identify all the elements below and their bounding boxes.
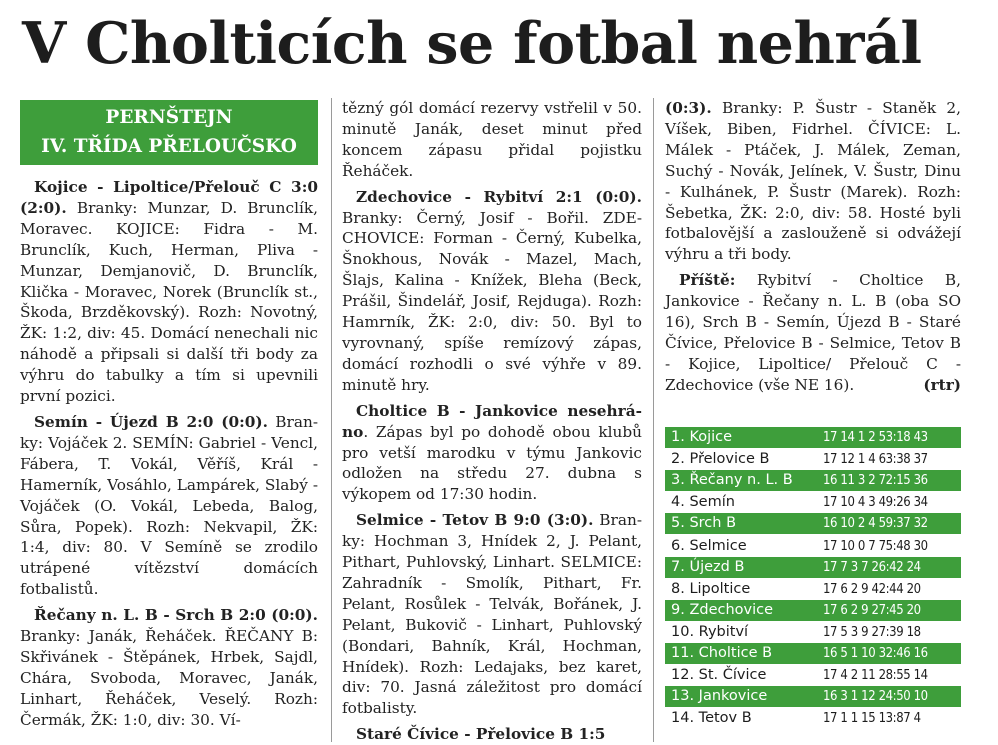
- section-header-box: [20, 100, 318, 165]
- team-cell: [665, 535, 821, 557]
- stats-cell: [821, 470, 961, 492]
- table-row: [665, 600, 961, 622]
- match-text: Branky: Černý, Josif - Bořil. ZDECHOVICE: Forman - Černý, Kubelka, Šnokhous, Novák - Mazel, Mach, Šlajs, Kalina - Knížek, Bleha (Beck, Prášil, Šindelář, Josif, Rejduga). Rozh: Hamrník, ŽK: 2:0, div: 50. Byl to vyrovnaný, spíše remízový zápas, domácí rozhodli o své výhře v 89. minutě hry.: [342, 208, 642, 394]
- rank: 3.: [671, 472, 690, 489]
- next-round-label: Příště:: [679, 271, 736, 290]
- points: 10: [913, 689, 928, 705]
- team-name: Tetov B: [698, 710, 752, 727]
- team-name: Semín: [689, 494, 735, 511]
- losses: 7: [868, 538, 876, 554]
- draws: 2: [850, 602, 858, 618]
- article-column-2: [342, 98, 642, 745]
- column-divider: [653, 98, 654, 742]
- table-row: [665, 665, 961, 687]
- rank: 10.: [671, 623, 699, 640]
- score: 42:44: [871, 581, 904, 597]
- article-column-3: [665, 98, 961, 396]
- draws: 4: [857, 495, 865, 511]
- table-row: [665, 513, 961, 535]
- score: 72:15: [878, 473, 911, 489]
- games-played: 17: [823, 668, 838, 684]
- match-text: Branky: Voјáček 2. SEMÍN: Gabriel - Vencl, Fábera, T. Vokál, Věříš, Král - Hamerník, Vosáhlo, Lampárek, Slabý - Vojáček (O. Vokál, Lebeda, Balog, Sůra, Popek). Rozh: Nekvapil, ŽK: 1:4, div: 80. V Semíně se zrodilo utrápené vítězství domácích fotbalistů.: [20, 412, 318, 599]
- wins: 4: [840, 668, 848, 684]
- match-text: tězný gól domácí rezervy vstřelil v 50. minutě Janák, deset minut před koncem zápasu přidal pojistku Řeháček.: [342, 99, 642, 180]
- stats-cell: [821, 557, 961, 579]
- games-played: 16: [823, 473, 838, 489]
- wins: 6: [840, 581, 848, 597]
- wins: 14: [840, 430, 855, 446]
- wins: 5: [840, 624, 848, 640]
- table-row: [665, 557, 961, 579]
- team-name: Přelovice B: [689, 451, 770, 468]
- table-row: [665, 470, 961, 492]
- losses: 4: [868, 452, 876, 468]
- stats-cell: [821, 513, 961, 535]
- table-row: [665, 643, 961, 665]
- wins: 6: [840, 602, 848, 618]
- score: 32:46: [878, 645, 911, 661]
- team-cell: [665, 600, 821, 622]
- score: 49:26: [878, 495, 911, 511]
- team-name: St. Čívice: [698, 667, 767, 684]
- team-cell: [665, 492, 821, 514]
- team-name: Kojice: [689, 429, 733, 446]
- stats-cell: [821, 686, 961, 708]
- table-row: [665, 427, 961, 449]
- match-report: [342, 187, 642, 396]
- league-table: [665, 427, 961, 729]
- draws: 3: [857, 473, 865, 489]
- team-cell: [665, 513, 821, 535]
- match-report-continued: [665, 98, 961, 265]
- losses: 10: [861, 645, 876, 661]
- team-cell: [665, 621, 821, 643]
- team-name: Rybitví: [698, 623, 749, 640]
- match-report: [20, 412, 318, 600]
- table-row: [665, 708, 961, 730]
- stats-cell: [821, 449, 961, 471]
- wins: 5: [840, 645, 848, 661]
- stats-cell: [821, 600, 961, 622]
- wins: 3: [840, 689, 848, 705]
- match-report: [20, 177, 318, 407]
- games-played: 17: [823, 711, 838, 727]
- score: 27:39: [871, 624, 904, 640]
- points: 4: [913, 711, 921, 727]
- team-name: Zdechovice: [689, 601, 774, 618]
- points: 34: [913, 495, 928, 511]
- games-played: 16: [823, 689, 838, 705]
- games-played: 17: [823, 602, 838, 618]
- games-played: 16: [823, 516, 838, 532]
- draws: 3: [850, 559, 858, 575]
- match-result: Zdechovice - Rybitví 2:1 (0:0).: [356, 187, 642, 206]
- rank: 4.: [671, 494, 690, 511]
- score: 75:48: [878, 538, 911, 554]
- team-name: Srch B: [689, 515, 737, 532]
- match-report: [20, 605, 318, 730]
- losses: 2: [868, 430, 876, 446]
- points: 20: [906, 602, 921, 618]
- games-played: 17: [823, 538, 838, 554]
- score: 27:45: [871, 602, 904, 618]
- wins: 7: [840, 559, 848, 575]
- losses: 15: [861, 711, 876, 727]
- points: 24: [906, 559, 921, 575]
- points: 37: [913, 452, 928, 468]
- match-report: [342, 401, 642, 506]
- team-name: Újezd B: [689, 558, 745, 575]
- draws: 1: [850, 645, 858, 661]
- table-row: [665, 621, 961, 643]
- losses: 3: [868, 495, 876, 511]
- score: 28:55: [878, 668, 911, 684]
- stats-cell: [821, 492, 961, 514]
- games-played: 17: [823, 559, 838, 575]
- points: 18: [906, 624, 921, 640]
- match-result: Choltice B - Jankovice nesehráno: [342, 401, 642, 441]
- score: 63:38: [878, 452, 911, 468]
- points: 14: [913, 668, 928, 684]
- games-played: 16: [823, 645, 838, 661]
- losses: 11: [861, 668, 876, 684]
- draws: 2: [850, 581, 858, 597]
- match-text: Branky: Munzar, D. Brunclík, Moravec. KOJICE: Fidra - M. Brunclík, Kuch, Herman, Pliva - Munzar, Demjanovič, D. Brunclík, Klička - Moravec, Norek (Brunclík st., Škoda, Brzděkovský). Rozh: Novotný, ŽK: 1:2, div: 45. Domácí nenechali nic náhodě a připsali si další tři body za výhru do tabulky a tím si upevnili první pozici.: [20, 198, 318, 406]
- stats-cell: [821, 665, 961, 687]
- table-row: [665, 535, 961, 557]
- rank: 2.: [671, 451, 690, 468]
- rank: 8.: [671, 580, 690, 597]
- score: 24:50: [878, 689, 911, 705]
- rank: 5.: [671, 515, 690, 532]
- table-row: [665, 578, 961, 600]
- team-cell: [665, 643, 821, 665]
- team-cell: [665, 686, 821, 708]
- rank: 11.: [671, 644, 699, 661]
- rank: 9.: [671, 601, 690, 618]
- score: 53:18: [878, 430, 911, 446]
- team-cell: [665, 449, 821, 471]
- team-name: Jankovice: [698, 688, 768, 705]
- match-text: . Zápas byl po dohodě obou klubů pro vetší marodku v týmu Jankovic odložen na středu 27. dubna s výkopem od 17:30 hodin.: [342, 422, 642, 504]
- headline: V Cholticích se fotbal nehrál: [22, 10, 922, 77]
- team-name: Lipoltice: [689, 580, 751, 597]
- rank: 14.: [671, 710, 699, 727]
- section-subtitle: IV. TŘÍDA PŘELOUČSKO: [41, 136, 297, 157]
- losses: 9: [861, 624, 869, 640]
- losses: 12: [861, 689, 876, 705]
- points: 43: [913, 430, 928, 446]
- draws: 0: [857, 538, 865, 554]
- points: 32: [913, 516, 928, 532]
- team-cell: [665, 665, 821, 687]
- games-played: 17: [823, 495, 838, 511]
- stats-cell: [821, 427, 961, 449]
- points: 20: [906, 581, 921, 597]
- author-signature: (rtr): [923, 375, 961, 394]
- team-cell: [665, 578, 821, 600]
- next-round: [665, 270, 961, 395]
- column-divider: [331, 98, 332, 742]
- team-cell: [665, 557, 821, 579]
- stats-cell: [821, 535, 961, 557]
- wins: 11: [840, 473, 855, 489]
- rank: 7.: [671, 558, 690, 575]
- games-played: 17: [823, 581, 838, 597]
- stats-cell: [821, 578, 961, 600]
- match-text: Branky: Janák, Řeháček. ŘEČANY B: Skřivánek - Štěpánek, Hrbek, Sajdl, Chára, Svoboda, Moravec, Janák, Linhart, Řeháček, Veselý. Rozh: Čermák, ŽK: 1:0, div: 30. Ví-: [20, 627, 318, 729]
- games-played: 17: [823, 430, 838, 446]
- draws: 2: [857, 516, 865, 532]
- draws: 1: [857, 452, 865, 468]
- draws: 1: [850, 689, 858, 705]
- draws: 1: [850, 711, 858, 727]
- article-column-1: [20, 100, 318, 731]
- next-round-text: Rybitví - Choltice B, Jankovice - Řečany n. L. B (oba SO 16), Srch B - Semín, Újezd B - Staré Čívice, Přelovice B - Selmice, Tetov B - Kojice, Lipoltice/ Přelouč C - Zdechovice (vše NE 16).: [665, 271, 961, 394]
- table-row: [665, 492, 961, 514]
- score: 59:37: [878, 516, 911, 532]
- draws: 2: [850, 668, 858, 684]
- match-result: Kojice - Lipoltice/Přelouč C 3:0 (2:0).: [20, 178, 318, 217]
- section-title: PERNŠTEJN: [105, 107, 233, 128]
- match-result: Staré Čívice - Přelovice B 1:5: [356, 725, 606, 744]
- wins: 12: [840, 452, 855, 468]
- stats-cell: [821, 643, 961, 665]
- wins: 1: [840, 711, 848, 727]
- games-played: 17: [823, 452, 838, 468]
- losses: 7: [861, 559, 869, 575]
- wins: 10: [840, 538, 855, 554]
- match-report-continued: [342, 98, 642, 182]
- match-result: Řečany n. L. B - Srch B 2:0 (0:0).: [34, 606, 318, 625]
- wins: 10: [840, 495, 855, 511]
- match-result: Semín - Újezd B 2:0 (0:0).: [34, 412, 268, 431]
- score: 26:42: [871, 559, 904, 575]
- match-result: Selmice - Tetov B 9:0 (3:0).: [356, 511, 594, 530]
- score: 13:87: [878, 711, 911, 727]
- table-row: [665, 686, 961, 708]
- losses: 2: [868, 473, 876, 489]
- points: 30: [913, 538, 928, 554]
- team-name: Selmice: [689, 537, 747, 554]
- match-report: [342, 510, 642, 719]
- rank: 13.: [671, 688, 699, 705]
- draws: 1: [857, 430, 865, 446]
- losses: 9: [861, 581, 869, 597]
- team-cell: [665, 470, 821, 492]
- losses: 4: [868, 516, 876, 532]
- stats-cell: [821, 621, 961, 643]
- losses: 9: [861, 602, 869, 618]
- team-name: Choltice B: [698, 644, 773, 661]
- rank: 6.: [671, 537, 690, 554]
- team-cell: [665, 427, 821, 449]
- games-played: 17: [823, 624, 838, 640]
- stats-cell: [821, 708, 961, 730]
- rank: 1.: [671, 429, 690, 446]
- team-cell: [665, 708, 821, 730]
- match-text: Branky: P. Šustr - Staněk 2, Víšek, Biben, Fidrhel. ČÍVICE: L. Málek - Ptáček, J. Málek, Zeman, Suchý - Novák, Jelínek, V. Šustr, Dinu - Kulhánek, P. Šustr (Marek). Rozh: Šebetka, ŽK: 2:0, div: 58. Hosté byli fotbalovější a zaslouženě si odvážejí výhru a tři body.: [665, 99, 961, 264]
- table-row: [665, 449, 961, 471]
- match-result: (0:3).: [665, 99, 712, 117]
- match-text: Branky: Hochman 3, Hnídek 2, J. Pelant, Pithart, Puhlovský, Linhart. SELMICE: Zahradník - Smolík, Pithart, Fr. Pelant, Rosůlek - Telvák, Bořánek, J. Pelant, Bukovič - Linhart, Puhlovský (Bondari, Bahník, Král, Hochman, Hnídek). Rozh: Ledajaks, bez karet, div: 70. Jasná záležitost pro domácí fotbalisty.: [342, 511, 642, 718]
- wins: 10: [840, 516, 855, 532]
- points: 36: [913, 473, 928, 489]
- rank: 12.: [671, 667, 699, 684]
- draws: 3: [850, 624, 858, 640]
- points: 16: [913, 645, 928, 661]
- team-name: Řečany n. L. B: [689, 472, 793, 489]
